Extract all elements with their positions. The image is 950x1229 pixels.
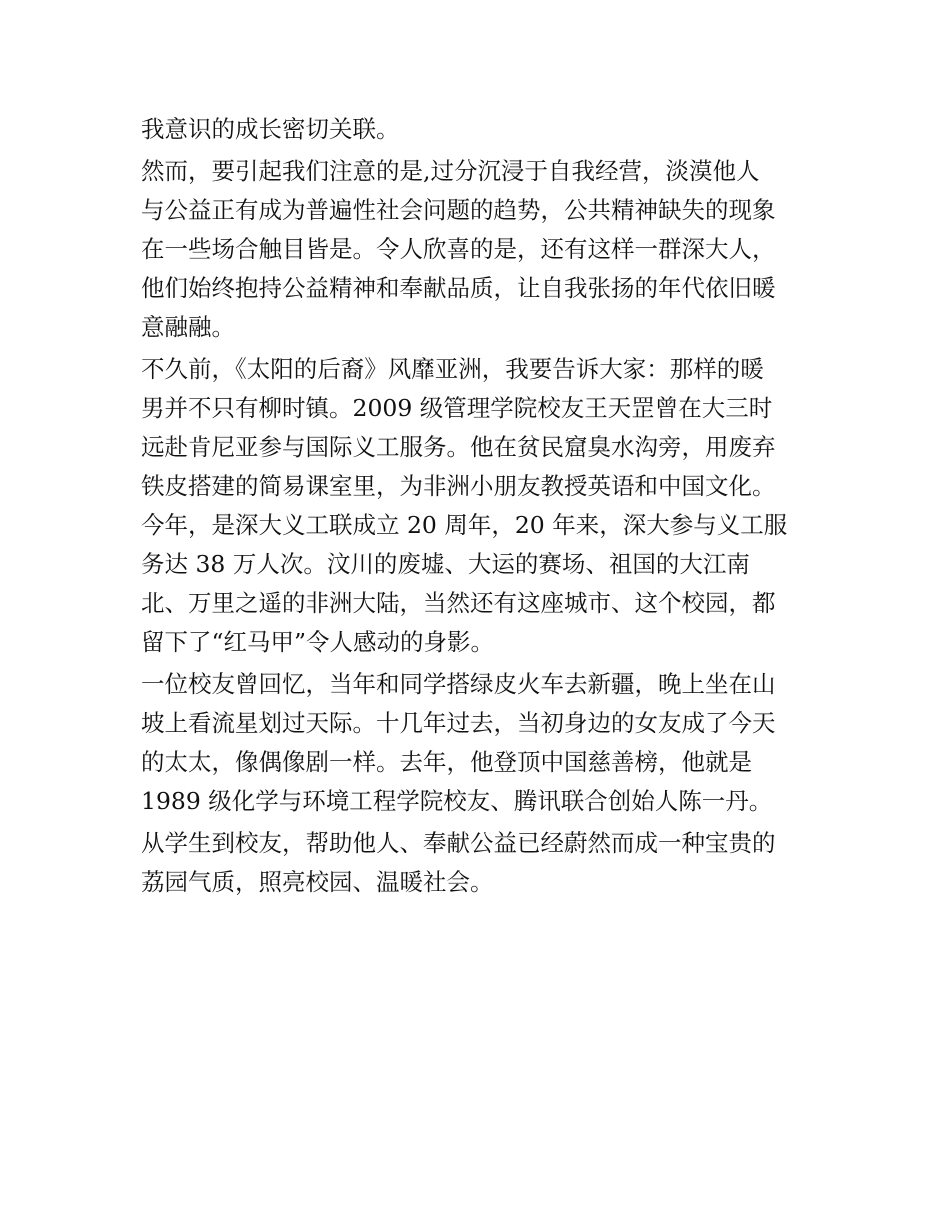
text-line: 然而，要引起我们注意的是,过分沉浸于自我经营，淡漠他人 bbox=[141, 157, 760, 185]
paragraph-5 bbox=[141, 824, 831, 902]
text-line: 今年，是深大义工联成立 20 周年，20 年来，深大参与义工服 bbox=[141, 511, 788, 539]
text-line: 务达 38 万人次。汶川的废墟、大运的赛场、祖国的大江南 bbox=[141, 550, 750, 578]
text-line: 坡上看流星划过天际。十几年过去，当初身边的女友成了今天 bbox=[141, 709, 776, 737]
text-line: 一位校友曾回忆，当年和同学搭绿皮火车去新疆，晚上坐在山 bbox=[141, 670, 776, 698]
text-line: 他们始终抱持公益精神和奉献品质，让自我张扬的年代依旧暖 bbox=[141, 274, 776, 302]
paragraph-1 bbox=[141, 110, 831, 149]
text-line: 我意识的成长密切关联。 bbox=[141, 115, 400, 143]
text-line: 意融融。 bbox=[141, 313, 235, 341]
text-line: 1989 级化学与环境工程学院校友、腾讯联合创始人陈一丹。 bbox=[141, 787, 773, 815]
text-line: 从学生到校友，帮助他人、奉献公益已经蔚然而成一种宝贵的 bbox=[141, 829, 776, 857]
document-body bbox=[141, 110, 831, 902]
text-line: 铁皮搭建的简易课室里，为非洲小朋友教授英语和中国文化。 bbox=[141, 472, 776, 500]
text-line: 远赴肯尼亚参与国际义工服务。他在贫民窟臭水沟旁，用废弃 bbox=[141, 433, 776, 461]
text-line: 北、万里之遥的非洲大陆，当然还有这座城市、这个校园，都 bbox=[141, 589, 776, 617]
paragraph-2 bbox=[141, 152, 831, 347]
text-line: 留下了“红马甲”令人感动的身影。 bbox=[141, 628, 495, 656]
text-line: 与公益正有成为普遍性社会问题的趋势，公共精神缺失的现象 bbox=[141, 196, 776, 224]
text-line: 男并不只有柳时镇。2009 级管理学院校友王天罡曾在大三时 bbox=[141, 394, 773, 422]
text-line: 的太太，像偶像剧一样。去年，他登顶中国慈善榜，他就是 bbox=[141, 748, 752, 776]
paragraph-4 bbox=[141, 665, 831, 821]
paragraph-3 bbox=[141, 350, 831, 662]
text-line: 不久前，《太阳的后裔》风靡亚洲，我要告诉大家：那样的暖 bbox=[141, 355, 764, 383]
text-line: 荔园气质，照亮校园、温暖社会。 bbox=[141, 868, 494, 896]
text-line: 在一些场合触目皆是。令人欣喜的是，还有这样一群深大人， bbox=[141, 235, 776, 263]
